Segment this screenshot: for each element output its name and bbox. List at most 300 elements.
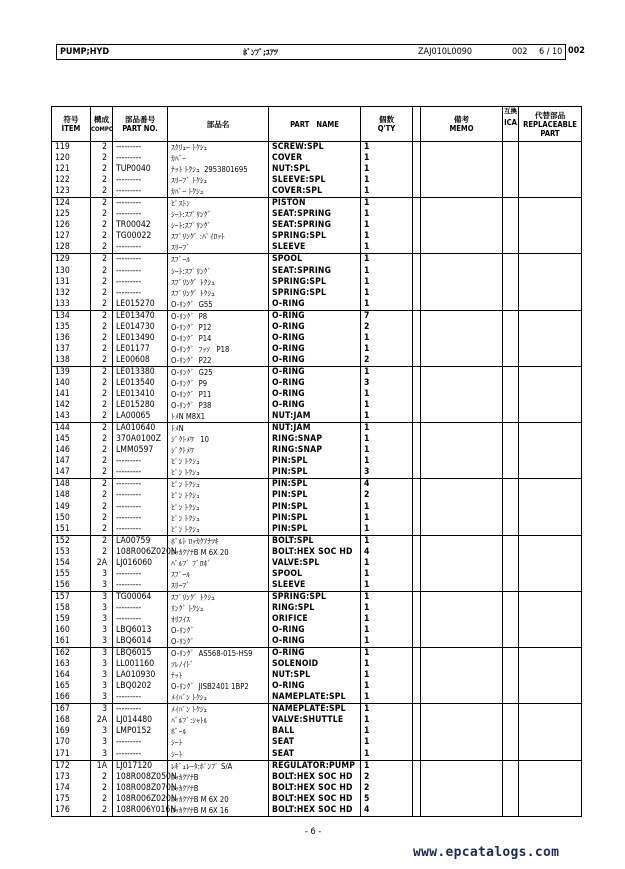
cell-jp: ﾛｯｶｸｱﾅB M 6X 20 — [168, 547, 269, 558]
cell-qty: 1 — [361, 569, 413, 580]
cell-jp: ﾋﾟﾝ ﾄｸｼｭ — [168, 467, 269, 479]
cell-partno: --------- — [113, 614, 168, 625]
cell-ica — [503, 175, 519, 186]
cell-memo — [421, 670, 503, 681]
cell-qty: 1 — [361, 513, 413, 524]
table-row — [52, 502, 582, 513]
cell-jp: ｶﾊﾞｰ — [168, 153, 269, 164]
cell-compo: 2 — [91, 479, 113, 491]
cell-blank — [413, 569, 421, 580]
cell-ica — [503, 760, 519, 772]
cell-compo: 3 — [91, 625, 113, 636]
cell-partno: --------- — [113, 479, 168, 491]
cell-item: 133 — [52, 299, 91, 311]
cell-blank — [413, 715, 421, 726]
cell-blank — [413, 603, 421, 614]
cell-ica — [503, 524, 519, 536]
cell-blank — [413, 366, 421, 378]
cell-pname: O-RING — [269, 400, 361, 411]
cell-blank — [413, 266, 421, 277]
cell-jp: ﾋﾟﾝ ﾄｸｼｭ — [168, 513, 269, 524]
cell-repl — [519, 670, 582, 681]
table-row — [52, 535, 582, 547]
table-row — [52, 558, 582, 569]
cell-pname: RING:SNAP — [269, 434, 361, 445]
cell-memo — [421, 648, 503, 660]
cell-jp: ﾋﾟﾝ ﾄｸｼｭ — [168, 490, 269, 501]
table-row — [52, 423, 582, 435]
cell-qty: 4 — [361, 805, 413, 817]
cell-repl — [519, 805, 582, 817]
cell-qty: 1 — [361, 737, 413, 748]
cell-jp: ｼﾞｸﾄﾒﾜ 10 — [168, 434, 269, 445]
cell-compo: 3 — [91, 569, 113, 580]
table-row — [52, 288, 582, 299]
cell-memo — [421, 186, 503, 198]
cell-memo — [421, 760, 503, 772]
cell-ica — [503, 692, 519, 704]
cell-qty: 1 — [361, 760, 413, 772]
cell-repl — [519, 445, 582, 456]
cell-qty: 2 — [361, 490, 413, 501]
cell-partno: LE01177 — [113, 344, 168, 355]
cell-partno: --------- — [113, 142, 168, 154]
cell-memo — [421, 591, 503, 603]
cell-qty: 1 — [361, 456, 413, 467]
cell-blank — [413, 535, 421, 547]
cell-item: 140 — [52, 378, 91, 389]
cell-pname: PISTON — [269, 198, 361, 210]
cell-qty: 1 — [361, 231, 413, 242]
cell-qty: 1 — [361, 502, 413, 513]
cell-blank — [413, 737, 421, 748]
table-row — [52, 692, 582, 704]
cell-qty: 1 — [361, 726, 413, 737]
cell-ica — [503, 355, 519, 367]
cell-partno: LL001160 — [113, 659, 168, 670]
cell-blank — [413, 333, 421, 344]
cell-memo — [421, 580, 503, 592]
cell-compo: 3 — [91, 636, 113, 648]
cell-item: 119 — [52, 142, 91, 154]
cell-partno: LBQ0202 — [113, 681, 168, 692]
cell-ica — [503, 794, 519, 805]
table-row — [52, 175, 582, 186]
cell-jp: ﾛｯｶｸｱﾅB M 6X 16 — [168, 805, 269, 817]
table-row — [52, 400, 582, 411]
cell-compo: 2 — [91, 277, 113, 288]
cell-jp: ｽﾌﾟﾘﾝｸﾞ ﾄｸｼｭ — [168, 288, 269, 299]
cell-compo: 3 — [91, 614, 113, 625]
cell-blank — [413, 580, 421, 592]
cell-compo: 2 — [91, 366, 113, 378]
cell-blank — [413, 434, 421, 445]
cell-item: 136 — [52, 333, 91, 344]
cell-ica — [503, 277, 519, 288]
cell-partno: --------- — [113, 175, 168, 186]
cell-ica — [503, 569, 519, 580]
cell-qty: 1 — [361, 614, 413, 625]
cell-repl — [519, 389, 582, 400]
cell-compo: 2 — [91, 794, 113, 805]
table-row — [52, 783, 582, 794]
cell-item: 147 — [52, 467, 91, 479]
cell-compo: 3 — [91, 591, 113, 603]
cell-jp: ﾛｯｶｸｱﾅB — [168, 772, 269, 783]
cell-repl — [519, 231, 582, 242]
cell-partno: TG00022 — [113, 231, 168, 242]
cell-partno: LBQ6015 — [113, 648, 168, 660]
cell-ica — [503, 558, 519, 569]
cell-partno: --------- — [113, 749, 168, 761]
cell-item: 172 — [52, 760, 91, 772]
cell-repl — [519, 242, 582, 254]
cell-compo: 2 — [91, 434, 113, 445]
cell-ica — [503, 198, 519, 210]
cell-item: 160 — [52, 625, 91, 636]
cell-jp: O-ﾘﾝｸﾞ ﾌｯｿ P18 — [168, 344, 269, 355]
cell-compo: 2 — [91, 254, 113, 266]
cell-partno: --------- — [113, 277, 168, 288]
cell-partno: LBQ6013 — [113, 625, 168, 636]
col-compo: 構成 COMPO — [91, 107, 113, 142]
table-row — [52, 411, 582, 423]
cell-compo: 2 — [91, 524, 113, 536]
cell-qty: 1 — [361, 288, 413, 299]
cell-pname: BOLT:HEX SOC HD — [269, 805, 361, 817]
cell-blank — [413, 231, 421, 242]
cell-blank — [413, 142, 421, 154]
table-row — [52, 456, 582, 467]
cell-memo — [421, 242, 503, 254]
cell-pname: O-RING — [269, 648, 361, 660]
cell-partno: 108R006Y016N — [113, 805, 168, 817]
cell-memo — [421, 209, 503, 220]
table-row — [52, 344, 582, 355]
cell-jp: O-ﾘﾝｸﾞ — [168, 636, 269, 648]
cell-memo — [421, 322, 503, 333]
cell-blank — [413, 378, 421, 389]
cell-compo: 2 — [91, 299, 113, 311]
cell-partno: --------- — [113, 524, 168, 536]
cell-repl — [519, 715, 582, 726]
table-row — [52, 366, 582, 378]
table-row — [52, 569, 582, 580]
cell-compo: 2 — [91, 220, 113, 231]
cell-pname: O-RING — [269, 322, 361, 333]
cell-ica — [503, 479, 519, 491]
cell-pname: SPRING:SPL — [269, 288, 361, 299]
cell-ica — [503, 715, 519, 726]
table-row — [52, 659, 582, 670]
cell-pname: O-RING — [269, 366, 361, 378]
cell-compo: 2 — [91, 502, 113, 513]
cell-item: 132 — [52, 288, 91, 299]
cell-partno: TG00064 — [113, 591, 168, 603]
table-row — [52, 715, 582, 726]
cell-repl — [519, 322, 582, 333]
cell-partno: LA00065 — [113, 411, 168, 423]
cell-qty: 1 — [361, 535, 413, 547]
cell-compo: 2 — [91, 142, 113, 154]
cell-partno: --------- — [113, 490, 168, 501]
cell-qty: 1 — [361, 186, 413, 198]
table-row — [52, 547, 582, 558]
cell-compo: 2 — [91, 423, 113, 435]
cell-blank — [413, 805, 421, 817]
cell-blank — [413, 670, 421, 681]
table-row — [52, 209, 582, 220]
cell-partno: --------- — [113, 266, 168, 277]
cell-compo: 2 — [91, 266, 113, 277]
cell-partno: 108R006Z020N — [113, 547, 168, 558]
cell-pname: BOLT:HEX SOC HD — [269, 772, 361, 783]
table-row — [52, 794, 582, 805]
cell-repl — [519, 569, 582, 580]
cell-item: 168 — [52, 715, 91, 726]
table-row — [52, 445, 582, 456]
cell-partno: --------- — [113, 692, 168, 704]
cell-blank — [413, 479, 421, 491]
cell-partno: LE013410 — [113, 389, 168, 400]
cell-jp: ﾚｷﾞｭﾚｰﾀ:ﾎﾟﾝﾌﾟ S/A — [168, 760, 269, 772]
cell-jp: ｼｰﾄ:ｽﾌﾟﾘﾝｸﾞ — [168, 209, 269, 220]
cell-pname: BALL — [269, 726, 361, 737]
cell-repl — [519, 153, 582, 164]
cell-pname: O-RING — [269, 389, 361, 400]
cell-compo: 3 — [91, 692, 113, 704]
cell-blank — [413, 726, 421, 737]
cell-blank — [413, 389, 421, 400]
cell-qty: 1 — [361, 366, 413, 378]
cell-pname: O-RING — [269, 344, 361, 355]
cell-compo: 2 — [91, 186, 113, 198]
table-row — [52, 220, 582, 231]
cell-item: 153 — [52, 547, 91, 558]
cell-item: 129 — [52, 254, 91, 266]
cell-memo — [421, 737, 503, 748]
cell-memo — [421, 726, 503, 737]
cell-ica — [503, 636, 519, 648]
cell-pname: VALVE:SPL — [269, 558, 361, 569]
cell-item: 171 — [52, 749, 91, 761]
cell-ica — [503, 535, 519, 547]
cell-repl — [519, 299, 582, 311]
cell-partno: LE014730 — [113, 322, 168, 333]
cell-pname: COVER — [269, 153, 361, 164]
cell-partno: LA010640 — [113, 423, 168, 435]
cell-blank — [413, 692, 421, 704]
cell-qty: 1 — [361, 198, 413, 210]
cell-blank — [413, 558, 421, 569]
cell-repl — [519, 434, 582, 445]
cell-compo: 3 — [91, 726, 113, 737]
cell-memo — [421, 467, 503, 479]
cell-blank — [413, 760, 421, 772]
cell-memo — [421, 502, 503, 513]
cell-repl — [519, 490, 582, 501]
cell-jp: O-ﾘﾝｸﾞ P8 — [168, 310, 269, 322]
cell-jp: ｽﾌﾟﾘﾝｸﾞ :ﾊﾟｲﾛｯﾄ — [168, 231, 269, 242]
cell-item: 161 — [52, 636, 91, 648]
cell-partno: 108R008Z050N — [113, 772, 168, 783]
cell-memo — [421, 142, 503, 154]
cell-compo: 2 — [91, 513, 113, 524]
cell-compo: 2 — [91, 322, 113, 333]
cell-repl — [519, 726, 582, 737]
cell-compo: 2 — [91, 288, 113, 299]
cell-partno: LE013540 — [113, 378, 168, 389]
cell-repl — [519, 547, 582, 558]
cell-compo: 2 — [91, 344, 113, 355]
cell-jp: ﾋﾟﾝ ﾄｸｼｭ — [168, 524, 269, 536]
document-header — [56, 44, 566, 60]
table-row — [52, 580, 582, 592]
cell-blank — [413, 288, 421, 299]
cell-blank — [413, 467, 421, 479]
cell-pname: SEAT:SPRING — [269, 209, 361, 220]
cell-item: 146 — [52, 445, 91, 456]
cell-item: 139 — [52, 366, 91, 378]
cell-qty: 1 — [361, 266, 413, 277]
cell-item: 121 — [52, 164, 91, 175]
cell-memo — [421, 175, 503, 186]
cell-memo — [421, 547, 503, 558]
cell-ica — [503, 186, 519, 198]
cell-repl — [519, 636, 582, 648]
col-replaceable: 代替部品 REPLACEABLE PART — [519, 107, 582, 142]
cell-blank — [413, 277, 421, 288]
parts-table — [51, 106, 582, 817]
cell-item: 128 — [52, 242, 91, 254]
cell-ica — [503, 670, 519, 681]
cell-ica — [503, 502, 519, 513]
table-row — [52, 389, 582, 400]
cell-blank — [413, 513, 421, 524]
cell-repl — [519, 783, 582, 794]
cell-blank — [413, 242, 421, 254]
cell-compo: 2A — [91, 715, 113, 726]
cell-jp: O-ﾘﾝｸﾞ G55 — [168, 299, 269, 311]
cell-partno: LA00759 — [113, 535, 168, 547]
cell-pname: SPOOL — [269, 569, 361, 580]
cell-compo: 2 — [91, 783, 113, 794]
cell-qty: 1 — [361, 715, 413, 726]
cell-memo — [421, 805, 503, 817]
cell-qty: 1 — [361, 333, 413, 344]
table-row — [52, 625, 582, 636]
cell-repl — [519, 209, 582, 220]
table-row — [52, 603, 582, 614]
cell-memo — [421, 355, 503, 367]
cell-ica — [503, 344, 519, 355]
cell-repl — [519, 366, 582, 378]
cell-compo: 2 — [91, 153, 113, 164]
cell-qty: 1 — [361, 670, 413, 681]
cell-blank — [413, 423, 421, 435]
cell-repl — [519, 479, 582, 491]
cell-qty: 1 — [361, 389, 413, 400]
cell-item: 157 — [52, 591, 91, 603]
table-row — [52, 198, 582, 210]
cell-pname: O-RING — [269, 355, 361, 367]
cell-qty: 1 — [361, 749, 413, 761]
cell-pname: PIN:SPL — [269, 524, 361, 536]
cell-item: 131 — [52, 277, 91, 288]
cell-qty: 2 — [361, 772, 413, 783]
cell-partno: 370A0100Z — [113, 434, 168, 445]
cell-memo — [421, 692, 503, 704]
cell-item: 127 — [52, 231, 91, 242]
table-row — [52, 737, 582, 748]
cell-memo — [421, 704, 503, 716]
cell-partno: LE015280 — [113, 400, 168, 411]
cell-item: 144 — [52, 423, 91, 435]
cell-qty: 5 — [361, 794, 413, 805]
cell-pname: O-RING — [269, 681, 361, 692]
cell-memo — [421, 715, 503, 726]
table-header-row — [52, 107, 582, 142]
cell-pname: NAMEPLATE:SPL — [269, 692, 361, 704]
cell-item: 155 — [52, 569, 91, 580]
cell-jp: O-ﾘﾝｸﾞ P11 — [168, 389, 269, 400]
cell-item: 174 — [52, 783, 91, 794]
cell-pname: NUT:JAM — [269, 411, 361, 423]
cell-pname: SLEEVE — [269, 580, 361, 592]
cell-repl — [519, 692, 582, 704]
cell-pname: O-RING — [269, 333, 361, 344]
cell-compo: 2 — [91, 389, 113, 400]
cell-item: 163 — [52, 659, 91, 670]
cell-pname: SEAT — [269, 737, 361, 748]
cell-pname: BOLT:SPL — [269, 535, 361, 547]
cell-memo — [421, 164, 503, 175]
cell-compo: 3 — [91, 580, 113, 592]
cell-pname: NAMEPLATE:SPL — [269, 704, 361, 716]
cell-item: 175 — [52, 794, 91, 805]
cell-jp: ﾎﾞﾙﾄ ﾛｯｶｸｱﾅﾂｷ — [168, 535, 269, 547]
cell-compo: 2 — [91, 242, 113, 254]
cell-compo: 2 — [91, 209, 113, 220]
cell-jp: ﾛｯｶｸｱﾅB M 6X 20 — [168, 794, 269, 805]
cell-blank — [413, 456, 421, 467]
cell-jp: ｼﾞｸﾄﾒﾜ — [168, 445, 269, 456]
cell-ica — [503, 591, 519, 603]
cell-pname: NUT:JAM — [269, 423, 361, 435]
cell-item: 145 — [52, 434, 91, 445]
table-row — [52, 513, 582, 524]
cell-compo: 1A — [91, 760, 113, 772]
cell-jp: ｽﾘｰﾌﾞ ﾄｸｼｭ — [168, 175, 269, 186]
cell-pname: SPRING:SPL — [269, 277, 361, 288]
cell-memo — [421, 254, 503, 266]
cell-memo — [421, 659, 503, 670]
cell-compo: 3 — [91, 737, 113, 748]
cell-repl — [519, 467, 582, 479]
cell-jp: O-ﾘﾝｸﾞ AS568-015-HS9 — [168, 648, 269, 660]
cell-repl — [519, 513, 582, 524]
watermark-url: www.epcatalogs.com — [413, 845, 560, 860]
cell-repl — [519, 614, 582, 625]
cell-jp: ｽﾌﾟﾘﾝｸﾞ ﾄｸｼｭ — [168, 591, 269, 603]
col-part-no: 部品番号 PART NO. — [113, 107, 168, 142]
cell-jp: ｽﾌﾟｰﾙ — [168, 569, 269, 580]
cell-ica — [503, 209, 519, 220]
cell-ica — [503, 142, 519, 154]
cell-item: 130 — [52, 266, 91, 277]
cell-pname: SEAT:SPRING — [269, 220, 361, 231]
cell-memo — [421, 794, 503, 805]
